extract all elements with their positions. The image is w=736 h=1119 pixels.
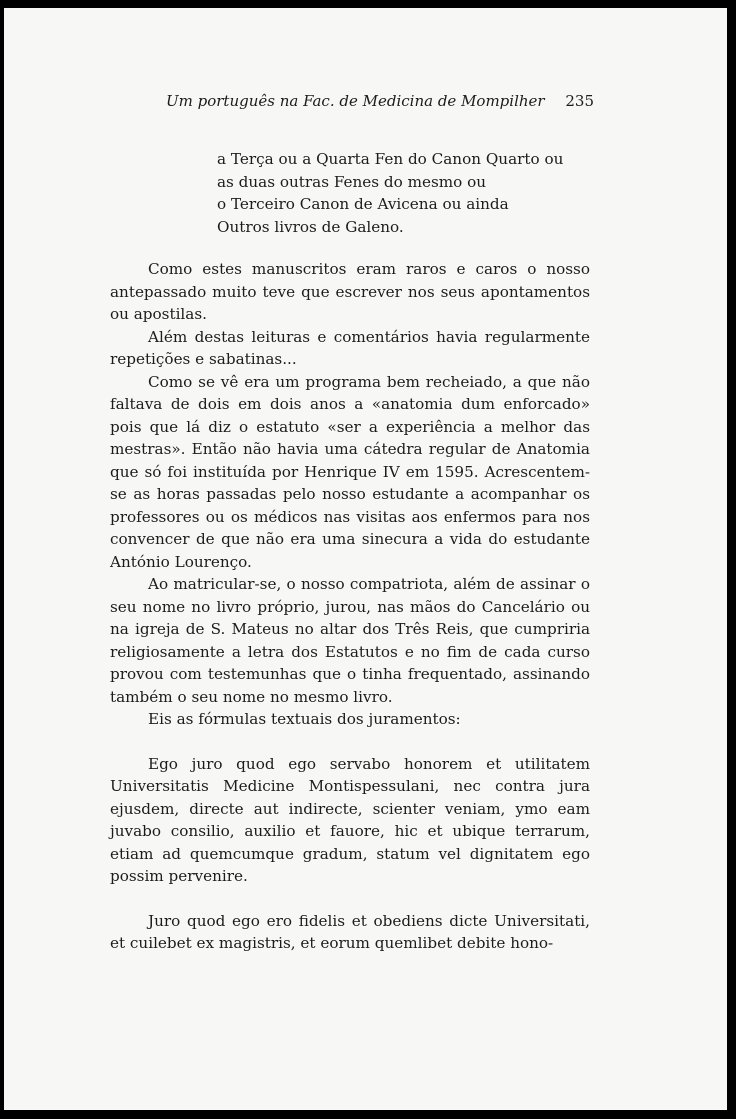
verse-line: a Terça ou a Quarta Fen do Canon Quarto ou <box>217 150 564 168</box>
latin-oath-paragraph: Juro quod ego ero fidelis et obediens dicte Universitati, et cuilebet ex magistris, et eorum quemlibet debite hono- <box>110 911 590 952</box>
paragraph: Eis as fórmulas textuais dos juramentos: <box>148 710 461 728</box>
verse-line: as duas outras Fenes do mesmo ou <box>217 172 487 191</box>
header-title: Um português na Fac. de Medicina de Mompilher <box>166 92 545 110</box>
verse-line: Outros livros de Galeno. <box>217 217 404 236</box>
latin-oath-paragraph: Ego juro quod ego servabo honorem et utilitatem Universitatis Medicine Montispessulani, nec contra jura ejusdem, directe aut indirecte, scienter veniam, ymo eam juvabo consilio, auxilio et fauore, hic et ubique terrarum, etiam ad quemcumque gradum, statum vel dignitatem ego possim pervenire. <box>110 754 590 885</box>
paragraph: Ao matricular-se, o nosso compatriota, além de assinar o seu nome no livro próprio, jurou, nas mãos do Cancelário ou na igreja de S. Mateus no altar dos Três Reis, que cumpriria religiosamente a letra dos Estatutos e no fim de cada curso provou com testemunhas que o tinha frequentado, assinando também o seu nome no mesmo livro. <box>110 575 590 706</box>
paragraph: Além destas leituras e comentários havia regularmente repetições e sabatinas... <box>110 327 590 368</box>
paragraph: Como se vê era um programa bem recheiado, a que não faltava de dois em dois anos a «anatomia dum enforcado» pois que lá diz o estatuto «ser a experiência a melhor das mestras». Então não havia uma cátedra regular de Anatomia que só foi instituída por Henrique IV em 1595. Acrescentem-se as horas passadas pelo nosso estudante a acompanhar os professores ou os médicos nas visitas aos enfermos para nos convencer de que não era uma sinecura a vida do estudante António Lourenço. <box>110 372 590 571</box>
paragraph: Como estes manuscritos eram raros e caros o nosso antepassado muito teve que escrever nos seus apontamentos ou apostilas. <box>110 260 590 323</box>
book-page <box>4 8 727 1110</box>
page-number: 235 <box>565 92 594 110</box>
verse-line: o Terceiro Canon de Avicena ou ainda <box>217 195 509 213</box>
running-header <box>166 92 606 114</box>
body-content <box>110 258 590 955</box>
verse-block <box>217 148 597 238</box>
